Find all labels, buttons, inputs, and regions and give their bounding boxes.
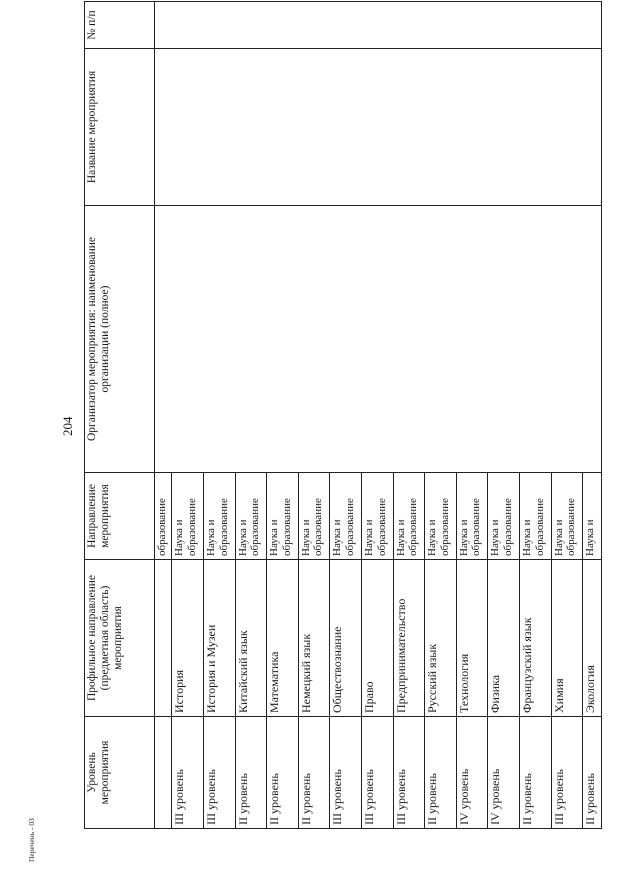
header-direction: Направление мероприятия — [85, 473, 155, 560]
cell-direction: Наука и образование — [298, 473, 330, 560]
events-table — [84, 1, 602, 829]
cell-profile: Математика — [267, 560, 299, 717]
cell-profile: Китайский язык — [235, 560, 267, 717]
table-body — [155, 2, 602, 829]
cell-profile: Русский язык — [425, 560, 457, 717]
cell-organizer — [155, 206, 602, 473]
footer-note: Перечень - 03 — [27, 818, 36, 862]
cell-profile: Обществознание — [330, 560, 362, 717]
page-number: 204 — [60, 416, 75, 436]
cell-name — [155, 49, 602, 206]
cell-profile: Французский язык — [520, 560, 552, 717]
cell-level: II уровень — [425, 717, 457, 829]
header-row — [85, 2, 155, 829]
cell-direction: Наука и образование — [456, 473, 488, 560]
cell-profile: Технология — [456, 560, 488, 717]
cell-profile: Право — [362, 560, 394, 717]
cell-profile: Предпринимательство — [393, 560, 425, 717]
cell-level: III уровень — [362, 717, 394, 829]
cell-level: II уровень — [520, 717, 552, 829]
cell-direction: Наука и образование — [330, 473, 362, 560]
cell-direction: Наука и образование — [267, 473, 299, 560]
cell-profile: Экология — [583, 560, 602, 717]
cell-direction: Наука и образование — [172, 473, 204, 560]
cell-direction: Наука и образование — [520, 473, 552, 560]
cell-profile — [155, 560, 172, 717]
cell-level: III уровень — [551, 717, 583, 829]
header-name: Название мероприятия — [85, 49, 155, 206]
cell-profile: История — [172, 560, 204, 717]
cell-level: II уровень — [235, 717, 267, 829]
cell-direction: Наука и образование — [362, 473, 394, 560]
header-organizer: Организатор мероприятия: наименование организации (полное) — [85, 206, 155, 473]
cell-level: II уровень — [267, 717, 299, 829]
header-level: Уровень мероприятия — [85, 717, 155, 829]
cell-direction: Наука и образование — [204, 473, 236, 560]
cell-level: IV уровень — [488, 717, 520, 829]
cell-direction: Наука и образование — [425, 473, 457, 560]
cell-direction: Наука и образование — [235, 473, 267, 560]
cell-level: IV уровень — [456, 717, 488, 829]
cell-level: II уровень — [298, 717, 330, 829]
cell-level: III уровень — [204, 717, 236, 829]
header-profile: Профильное направление (предметная область) мероприятия — [85, 560, 155, 717]
cell-level: III уровень — [393, 717, 425, 829]
rotated-table-wrapper — [84, 10, 602, 829]
cell-direction: Наука и образование — [393, 473, 425, 560]
cell-profile: Химия — [551, 560, 583, 717]
cell-level: III уровень — [330, 717, 362, 829]
table-row — [155, 2, 172, 829]
table-header — [85, 2, 155, 829]
cell-level — [155, 717, 172, 829]
cell-profile: Немецкий язык — [298, 560, 330, 717]
cell-direction: образование — [155, 473, 172, 560]
cell-profile: Физика — [488, 560, 520, 717]
header-num: № п/п — [85, 2, 155, 49]
cell-level: II уровень — [583, 717, 602, 829]
cell-direction: Наука и образование — [551, 473, 583, 560]
cell-direction: Наука и — [583, 473, 602, 560]
cell-direction: Наука и образование — [488, 473, 520, 560]
cell-level: III уровень — [172, 717, 204, 829]
cell-num — [155, 2, 602, 49]
cell-profile: История и Музеи — [204, 560, 236, 717]
